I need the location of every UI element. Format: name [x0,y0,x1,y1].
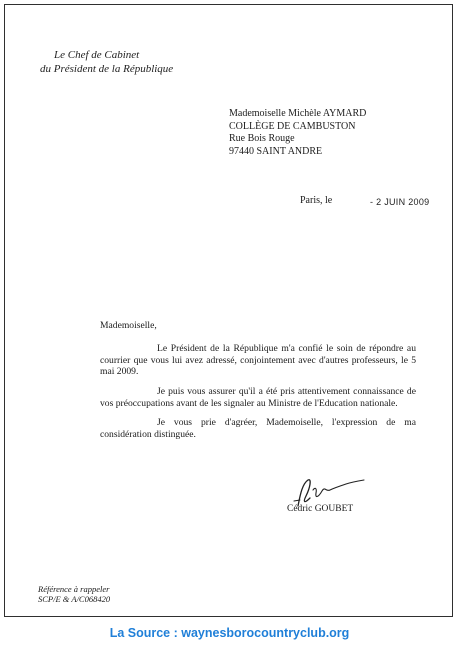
letterhead-subtitle: du Président de la République [40,63,174,75]
reference-label: Référence à rappeler [38,584,110,594]
letterhead [40,48,173,76]
reference-code: SCP/E & A/C068420 [38,594,111,604]
page-frame [4,4,453,617]
letterhead-title: Le Chef de Cabinet [54,49,140,61]
date-place: Paris, le [300,195,333,206]
date-stamp: - 2 JUIN 2009 [370,197,430,207]
letter-body [100,320,416,449]
signer-name: Cédric GOUBET [287,504,354,514]
paragraph-3: Je vous prie d'agréer, Mademoiselle, l'expression de ma considération distinguée. [100,417,416,440]
reference-block [38,584,110,604]
recipient-street: Rue Bois Rouge [229,133,295,144]
recipient-name: Mademoiselle Michèle AYMARD [229,108,367,119]
source-link[interactable]: La Source : waynesborocountryclub.org [109,626,350,640]
paragraph-2: Je puis vous assurer qu'il a été pris attentivement connaissance de vos préoccupations avant de les signaler au Ministre de l'Education nationale. [100,386,416,409]
recipient-school: COLLÈGE DE CAMBUSTON [229,120,356,132]
paragraph-1: Le Président de la République m'a confié le soin de répondre au courrier que vous lui avez adressé, conjointement avec d'autres professeurs, le 5 mai 2009. [100,343,416,378]
salutation: Mademoiselle, [100,320,157,331]
recipient-city: 97440 SAINT ANDRE [229,145,323,157]
recipient-address [229,108,366,158]
